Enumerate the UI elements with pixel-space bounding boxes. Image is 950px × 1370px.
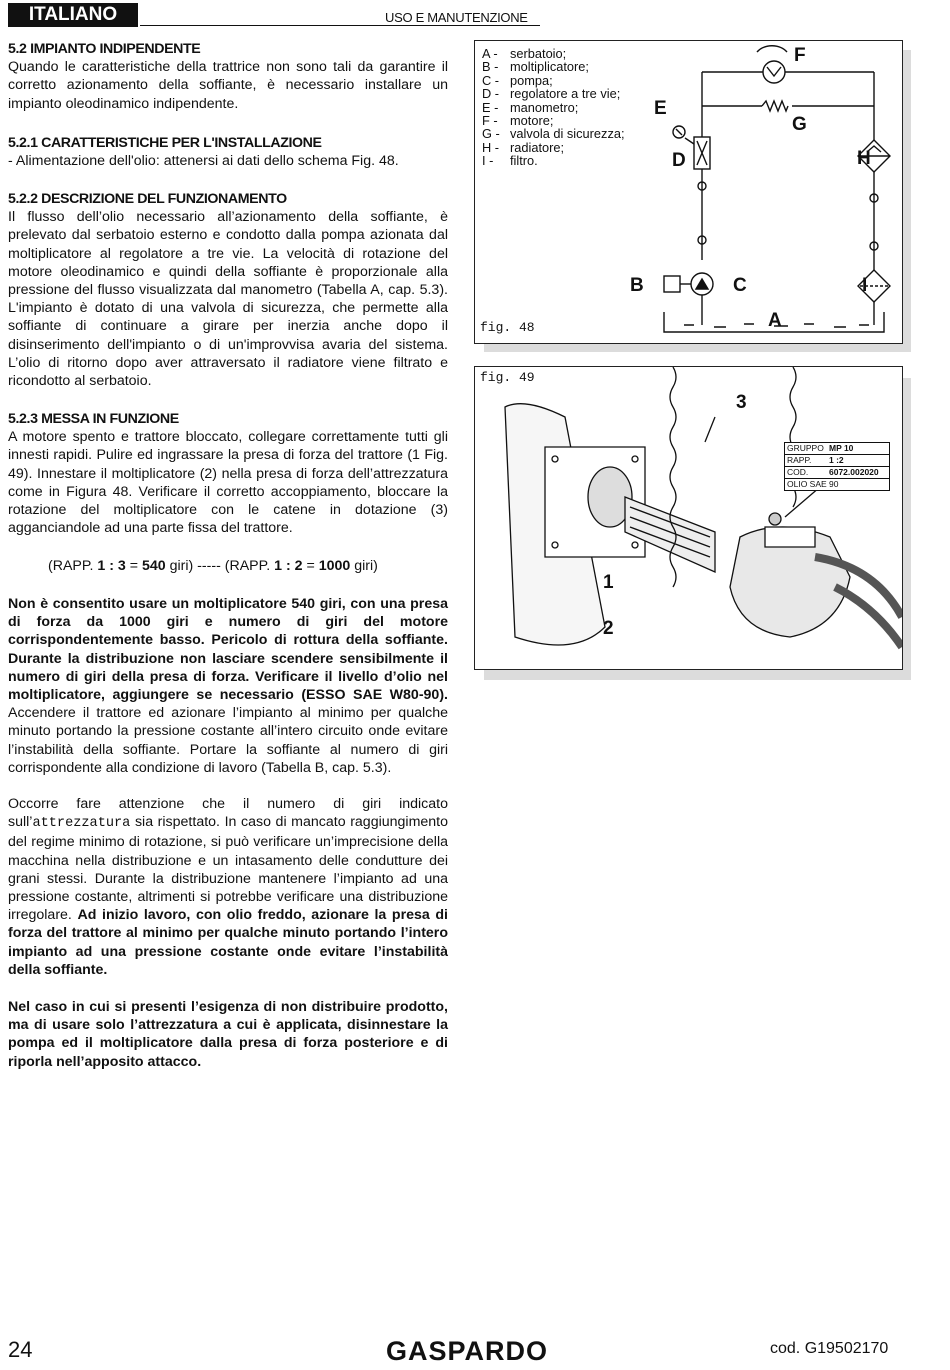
legend-item: H - radiatore;	[482, 139, 565, 155]
label-B: B	[630, 275, 644, 296]
nameplate	[784, 442, 890, 491]
rapp-eq-2: =	[302, 558, 319, 574]
fig49-frame	[474, 366, 903, 670]
rapp-rpm-2: 1000	[318, 558, 351, 574]
fig49-label: fig. 49	[480, 370, 535, 385]
label-I: I	[862, 275, 868, 296]
section-5-2-2	[8, 190, 448, 390]
header-rule	[140, 25, 540, 26]
section-title: USO E MANUTENZIONE	[385, 10, 528, 25]
pto-illustration	[475, 367, 902, 669]
page-number: 24	[8, 1337, 33, 1362]
warning-block	[8, 595, 448, 777]
brand-logo: GASPARDO	[386, 1336, 549, 1366]
callout-1: 1	[603, 572, 614, 593]
callout-3: 3	[736, 392, 747, 413]
section-5-2-1	[8, 134, 448, 170]
label-E: E	[654, 98, 667, 119]
section-5-2	[8, 40, 448, 113]
legend-item: G - valvola di sicurezza;	[482, 126, 625, 142]
attention-text-b: sia rispettato. In caso di mancato raggiungimento del regime minimo di rotazione, si può verificare un’imprecisione della macchina nella distribuzione e un intasamento delle condutture dei grani stessi. Durante la distribuzione mantenere l’impianto ad una pressione costante, altrimenti si potrebbe verificare una distribuzione irregolare.	[8, 814, 448, 924]
rapp-ratio-2: 1 : 2	[274, 558, 303, 574]
legend-item: I - filtro.	[482, 153, 538, 169]
text-5-2-1: - Alimentazione dell'olio: attenersi ai dati dello schema Fig. 48.	[8, 153, 399, 170]
label-F: F	[794, 45, 806, 66]
motor-symbol	[763, 61, 785, 83]
rapp-line	[48, 557, 468, 575]
label-G: G	[792, 114, 807, 135]
warning-bold: Non è consentito usare un moltiplicatore 540 giri, con una presa di forza da 1000 giri e numero di giri del motore corrispondentemente basso. Pericolo di rottura della soffiante. Durante la distribuzione non lasciare scendere sensibilmente il numero di giri della presa di forza. Verificare il livello d’olio nel moltiplicatore, aggiungere se necessario (ESSO SAE W80-90).	[8, 596, 448, 704]
legend-item: E - manometro;	[482, 99, 579, 115]
fig48-label: fig. 48	[480, 320, 535, 335]
legend-item: F - motore;	[482, 113, 554, 129]
legend-item: D - regolatore a tre vie;	[482, 86, 621, 102]
rapp-suffix: giri)	[350, 558, 378, 574]
rapp-eq-1: =	[125, 558, 142, 574]
warning-normal: Accendere il trattore ed azionare l’impianto al minimo per qualche minuto portando la pressione costante all’intero circuito onde evitare l’instabilità della soffiante. Portare la soffiante al numero di giri corrispondente alla condizione di lavoro (Tabella B, cap. 5.3).	[8, 705, 448, 776]
final-note	[8, 998, 448, 1071]
heading-5-2-2: 5.2.2 DESCRIZIONE DEL FUNZIONAMENTO	[8, 191, 287, 207]
valve-spring	[762, 101, 788, 111]
label-D: D	[672, 150, 686, 171]
section-5-2-3	[8, 410, 448, 537]
label-A: A	[768, 310, 782, 331]
rapp-ratio-1: 1 : 3	[97, 558, 126, 574]
legend-item: C - pompa;	[482, 72, 553, 88]
heading-5-2: 5.2 IMPIANTO INDIPENDENTE	[8, 41, 201, 57]
plate-row: OLIO SAE 90	[787, 479, 839, 489]
heading-5-2-1: 5.2.1 CARATTERISTICHE PER L'INSTALLAZIONE	[8, 135, 322, 151]
plate-row: COD. 6072.002020	[785, 467, 889, 479]
text-5-2-3: A motore spento e trattore bloccato, collegare correttamente tutti gli innesti rapidi. Pulire ed ingrassare la presa di forza del trattore (1 Fig. 49). Innestare il moltiplicatore (2) nella presa di forza dell’attrezzatura come in Figura 48. Verificare il corretto accoppiamento, bloccare la rotazione del moltiplicatore con le catene in dotazione (3) agganciandole ad una parte fissa del trattore.	[8, 429, 448, 537]
text-5-2: Quando le caratteristiche della trattrice non sono tali da garantire il corretto azionamento della soffiante, è necessario installare un impianto oleodinamico indipendente.	[8, 59, 448, 112]
plate-row: GRUPPO MP 10	[785, 443, 889, 455]
attention-block	[8, 795, 448, 979]
heading-5-2-3: 5.2.3 MESSA IN FUNZIONE	[8, 411, 179, 427]
legend-item: B - moltiplicatore;	[482, 59, 589, 75]
language-tag: ITALIANO	[8, 3, 138, 27]
callout-2: 2	[603, 618, 614, 639]
attention-word: attrezzatura	[32, 816, 131, 832]
label-H: H	[857, 148, 871, 169]
rapp-prefix: (RAPP.	[48, 558, 98, 574]
label-C: C	[733, 275, 747, 296]
attention-bold: Ad inizio lavoro, con olio freddo, azionare la presa di forza del trattore al minimo per qualche minuto portando l’intero impianto ad una pressione costante onde evitare l’instabilità della soffiante.	[8, 907, 448, 978]
text-5-2-2: Il flusso dell’olio necessario all’azionamento della soffiante, è prelevato dal serbatoio esterno e condotto dalla pompa azionata dal moltiplicatore al regolatore a tre vie. La velocità di rotazione del motore oleodinamico e quindi della soffiante è proporzionale alla pressione del flusso visualizzata dal manometro (Tabella A, cap. 5.3). L'impianto è dotato di una valvola di sicurezza, che permette alla soffiante di continuare a girare per inerzia anche dopo il disinserimento dell'impianto o di un'improvvisa avaria del sistema. L’olio di ritorno dopo aver attraversato il radiatore viene filtrato e ricondotto al serbatoio.	[8, 209, 448, 390]
rapp-rpm-1: 540	[141, 558, 166, 574]
hydraulic-schematic	[474, 40, 901, 342]
document-code: cod. G19502170	[770, 1340, 889, 1357]
plate-row: RAPP. 1 :2	[785, 455, 889, 467]
attention-text-a: Occorre fare attenzione che il numero di giri indicato sull’	[8, 796, 448, 831]
final-note-text: Nel caso in cui si presenti l’esigenza di non distribuire prodotto, ma di usare solo l’attrezzatura a cui è applicata, disinnestare la pompa ed il moltiplicatore dalla presa di forza posteriore e di riporla nell’apposito attacco.	[8, 999, 448, 1070]
rapp-mid: giri) ----- (RAPP.	[165, 558, 275, 574]
legend-item: A - serbatoio;	[482, 46, 567, 61]
